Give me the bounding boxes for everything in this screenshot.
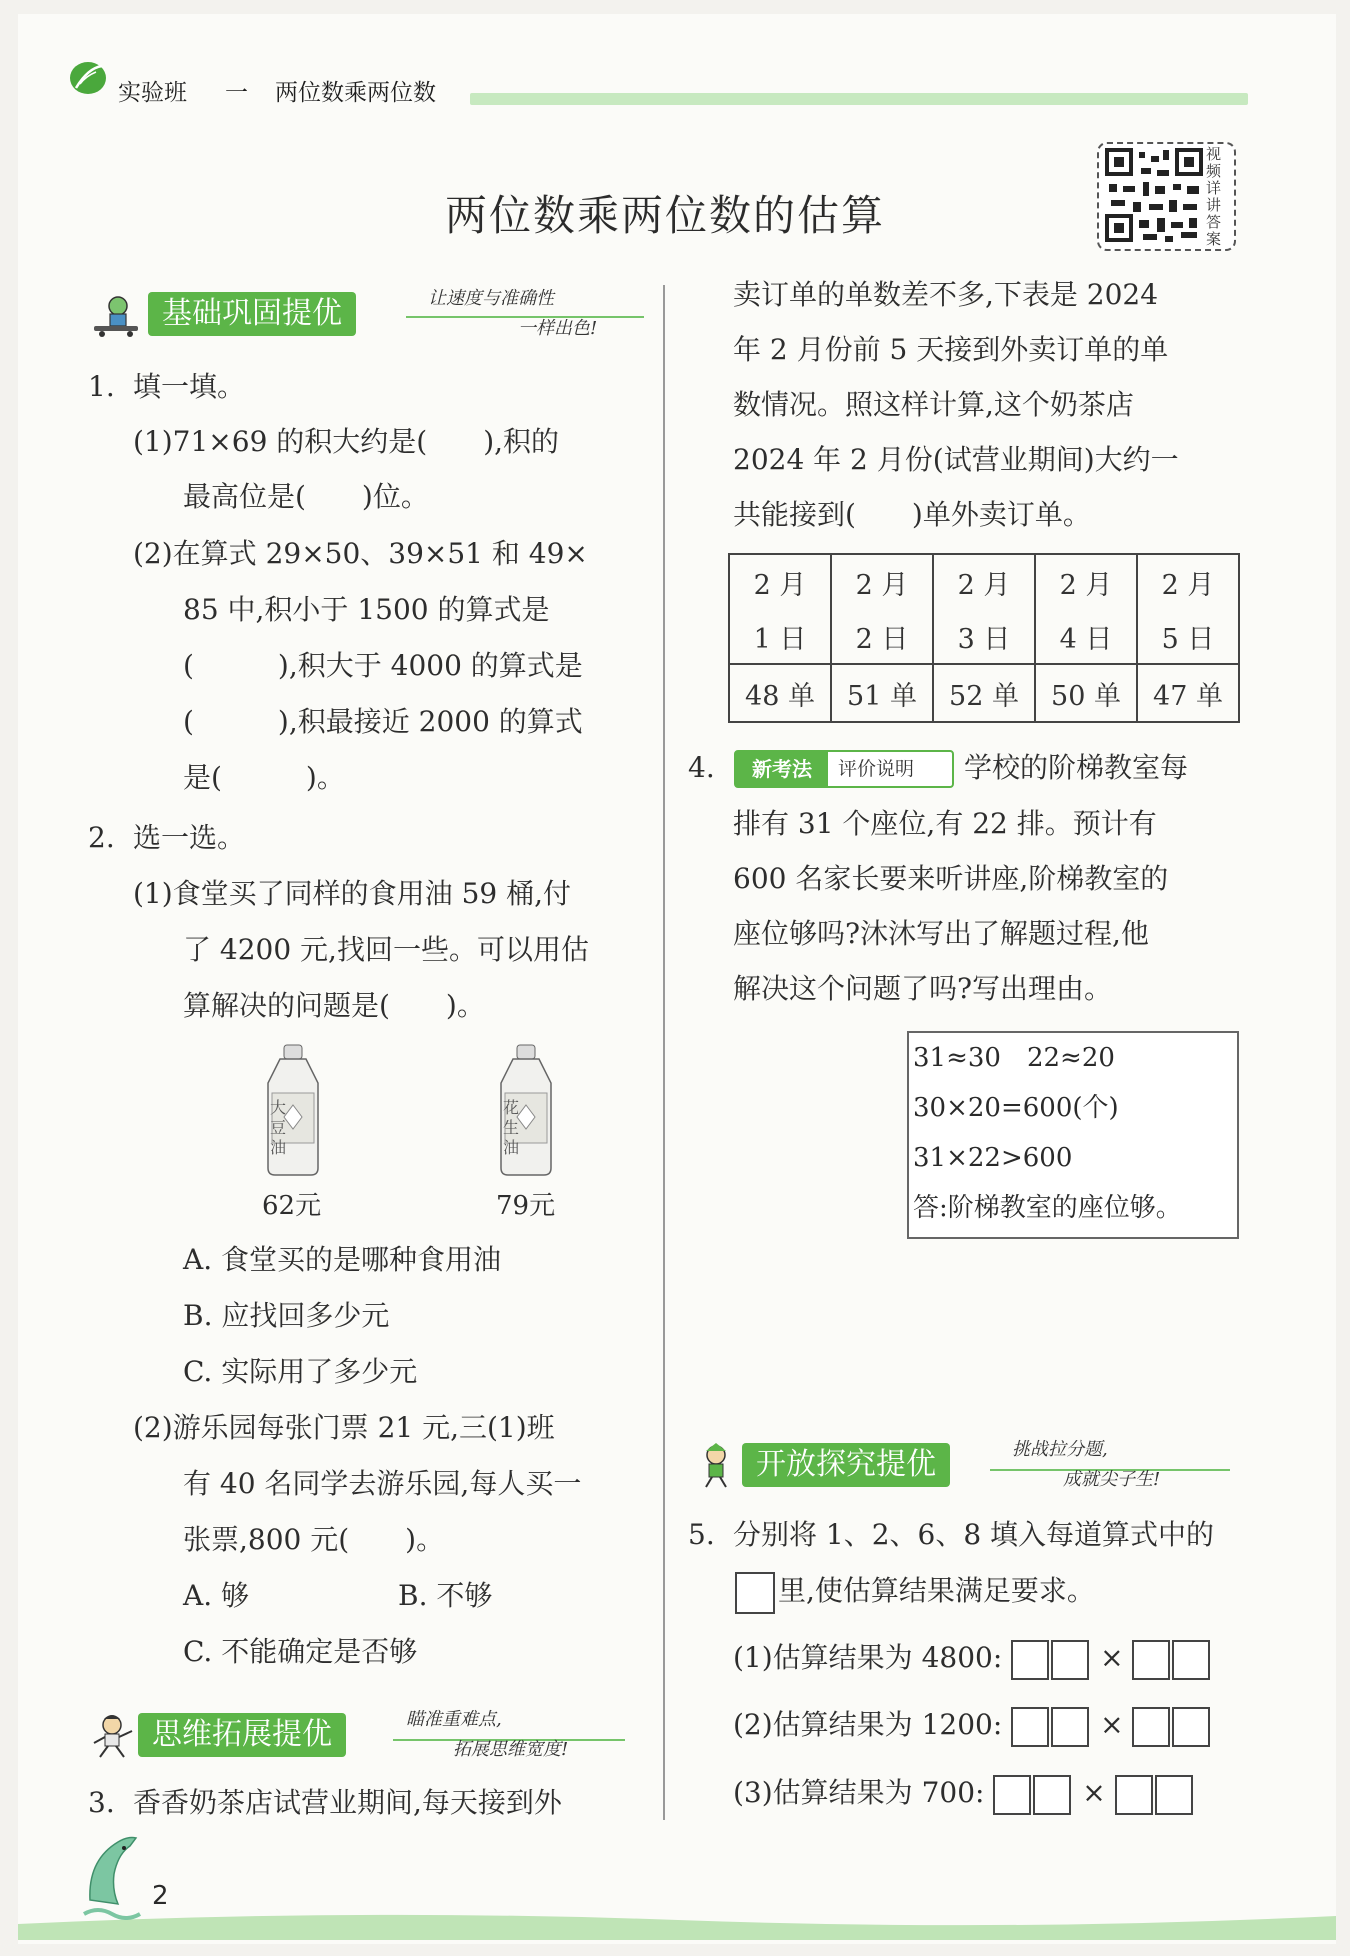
peanut-oil-bottle-icon (491, 1043, 561, 1178)
table-row-month (729, 554, 1239, 609)
work-line-3: 31×22>600 (913, 1143, 1073, 1173)
table-cell: 2 月 (1035, 554, 1137, 609)
q3-line3: 年 2 月份前 5 天接到外卖订单的单 (733, 333, 1169, 366)
q5-p1 (733, 1630, 1212, 1686)
new-exam-tag: 新考法 (736, 752, 828, 786)
q1-p2-line3: ( ),积大于 4000 的算式是 (183, 649, 583, 682)
q3-number: 3. (88, 1786, 115, 1819)
q4-line5: 解决这个问题了吗?写出理由。 (733, 972, 1113, 1005)
q3-line4: 数情况。照这样计算,这个奶茶店 (733, 388, 1134, 421)
q2-p2-option-c: C. 不能确定是否够 (183, 1635, 418, 1668)
table-cell: 52 单 (933, 664, 1035, 722)
section-basic-label: 基础巩固提优 (148, 292, 356, 336)
q1-p2-line5: 是( )。 (183, 761, 345, 794)
q5-p3-label: (3)估算结果为 700: (733, 1776, 985, 1809)
q2-p2-option-b: B. 不够 (398, 1579, 493, 1612)
answer-box[interactable] (1172, 1707, 1210, 1747)
q5-line1: 分别将 1、2、6、8 填入每道算式中的 (733, 1518, 1215, 1551)
section-basic-note2: 一样出色! (518, 318, 598, 339)
q1-p1-line2: 最高位是( )位。 (183, 480, 429, 513)
header-unit: 两位数乘两位数 (275, 80, 436, 106)
table-row-day (729, 609, 1239, 664)
table-cell: 2 月 (933, 554, 1035, 609)
leaf-logo-icon (68, 58, 108, 98)
answer-box[interactable] (1011, 1707, 1049, 1747)
table-cell: 51 单 (831, 664, 933, 722)
section-thinking (88, 1709, 648, 1760)
answer-box[interactable] (1051, 1640, 1089, 1680)
table-cell: 3 日 (933, 609, 1035, 664)
skateboard-mascot-icon (88, 292, 143, 338)
section-thinking-note2: 拓展思维宽度! (453, 1739, 569, 1760)
table-cell: 5 日 (1137, 609, 1239, 664)
q5-p3 (733, 1765, 1195, 1821)
q4-tag[interactable] (734, 750, 954, 788)
times-sign: × (1100, 1641, 1124, 1674)
example-box (735, 1572, 775, 1614)
q2-head: 选一选。 (133, 821, 246, 854)
q1-p2-line1: (2)在算式 29×50、39×51 和 49× (133, 537, 588, 570)
q4-number: 4. (688, 751, 715, 784)
header-band (470, 93, 1248, 105)
answer-box[interactable] (1033, 1775, 1071, 1815)
q2-p1-line3: 算解决的问题是( )。 (183, 989, 485, 1022)
work-line-2: 30×20=600(个) (913, 1093, 1119, 1123)
table-cell: 48 单 (729, 664, 831, 722)
soybean-oil-price: 62元 (262, 1191, 322, 1221)
table-cell: 2 月 (729, 554, 831, 609)
table-cell: 2 月 (1137, 554, 1239, 609)
section-basic-note1: 让速度与准确性 (428, 288, 554, 309)
dolphin-icon (78, 1830, 148, 1920)
q5-p2 (733, 1697, 1212, 1753)
answer-box[interactable] (993, 1775, 1031, 1815)
header-dash: 一 (225, 80, 248, 106)
q3-line2: 卖订单的单数差不多,下表是 2024 (733, 278, 1159, 311)
times-sign: × (1100, 1708, 1124, 1741)
answer-box[interactable] (1172, 1640, 1210, 1680)
q1-p2-line4: ( ),积最接近 2000 的算式 (183, 705, 583, 738)
answer-box[interactable] (1051, 1707, 1089, 1747)
q5-p1-label: (1)估算结果为 4800: (733, 1641, 1003, 1674)
section-basic (88, 288, 648, 339)
q1-p1-line1: (1)71×69 的积大约是( ),积的 (133, 425, 560, 458)
answer-box[interactable] (1155, 1775, 1193, 1815)
q2-option-b: B. 应找回多少元 (183, 1299, 390, 1332)
answer-box[interactable] (1132, 1640, 1170, 1680)
qr-side-label: 视频详讲答案 (1206, 145, 1222, 248)
times-sign: × (1082, 1776, 1106, 1809)
q2-number: 2. (88, 821, 115, 854)
section-thinking-note1: 瞄准重难点, (406, 1709, 502, 1730)
q3-line1: 香香奶茶店试营业期间,每天接到外 (133, 1786, 562, 1819)
section-open (690, 1439, 1240, 1490)
footer-wave (18, 1910, 1336, 1940)
q5-number: 5. (688, 1518, 715, 1551)
answer-box[interactable] (1132, 1707, 1170, 1747)
q4-line1: 学校的阶梯教室每 (964, 751, 1189, 784)
q2-p1-line2: 了 4200 元,找回一些。可以用估 (183, 933, 589, 966)
section-open-note2: 成就尖子生! (1063, 1469, 1161, 1490)
table-row-orders (729, 664, 1239, 722)
q2-p2-line3: 张票,800 元( )。 (183, 1523, 445, 1556)
table-cell: 47 单 (1137, 664, 1239, 722)
q1-number: 1. (88, 370, 115, 403)
q2-option-c: C. 实际用了多少元 (183, 1355, 418, 1388)
table-cell: 4 日 (1035, 609, 1137, 664)
header-series: 实验班 (118, 80, 187, 106)
qr-pattern-icon (1103, 146, 1213, 246)
section-open-note1: 挑战拉分题, (1012, 1439, 1108, 1460)
table-cell: 2 月 (831, 554, 933, 609)
answer-box[interactable] (1115, 1775, 1153, 1815)
q5-p2-label: (2)估算结果为 1200: (733, 1708, 1003, 1741)
orders-table (728, 553, 1240, 723)
q2-p2-line1: (2)游乐园每张门票 21 元,三(1)班 (133, 1411, 555, 1444)
answer-box[interactable] (1011, 1640, 1049, 1680)
page-number: 2 (152, 1881, 169, 1911)
table-cell: 2 日 (831, 609, 933, 664)
section-open-label: 开放探究提优 (742, 1443, 950, 1487)
q4-line4: 座位够吗?沐沐写出了解题过程,他 (733, 917, 1149, 950)
q1-head: 填一填。 (133, 370, 246, 403)
solution-work-box (907, 1031, 1239, 1239)
section-thinking-label: 思维拓展提优 (138, 1713, 346, 1757)
peanut-oil-price: 79元 (496, 1191, 556, 1221)
q2-option-a: A. 食堂买的是哪种食用油 (183, 1243, 502, 1276)
soybean-oil-bottle-icon (258, 1043, 328, 1178)
q3-line5: 2024 年 2 月份(试营业期间)大约一 (733, 443, 1179, 476)
q2-p1-line1: (1)食堂买了同样的食用油 59 桶,付 (133, 877, 571, 910)
q4-line3: 600 名家长要来听讲座,阶梯教室的 (733, 862, 1169, 895)
q2-p2-option-a: A. 够 (183, 1579, 250, 1612)
soybean-oil-label: 大豆油 (270, 1098, 287, 1157)
work-line-4: 答:阶梯教室的座位够。 (913, 1193, 1182, 1223)
q3-line6: 共能接到( )单外卖订单。 (733, 498, 1091, 531)
column-divider (663, 285, 665, 1820)
q5-line2: 里,使估算结果满足要求。 (778, 1574, 1095, 1607)
table-cell: 1 日 (729, 609, 831, 664)
page-title: 两位数乘两位数的估算 (444, 191, 885, 240)
q4-line2: 排有 31 个座位,有 22 排。预计有 (733, 807, 1157, 840)
table-cell: 50 单 (1035, 664, 1137, 722)
running-mascot-icon (88, 1713, 143, 1759)
explorer-mascot-icon (690, 1443, 745, 1489)
work-line-1: 31≈30 22≈20 (913, 1043, 1115, 1073)
peanut-oil-label: 花生油 (503, 1098, 520, 1157)
q1-p2-line2: 85 中,积小于 1500 的算式是 (183, 593, 550, 626)
evaluation-link[interactable]: 评价说明 (838, 758, 915, 780)
q2-p2-line2: 有 40 名同学去游乐园,每人买一 (183, 1467, 582, 1500)
